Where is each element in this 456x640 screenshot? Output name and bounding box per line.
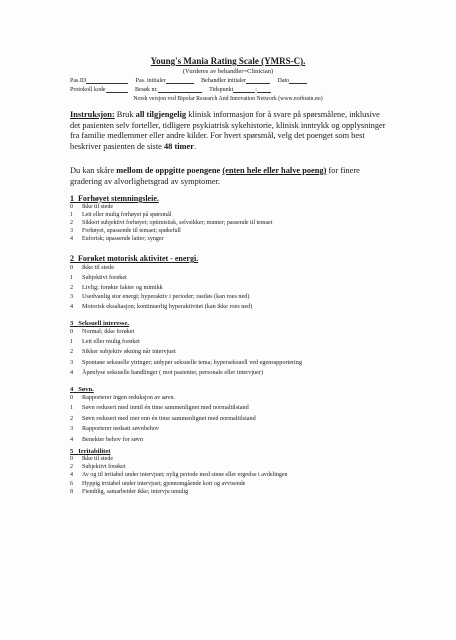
score-option	[70, 488, 390, 496]
score-option	[70, 273, 390, 283]
section-sexual-interest	[70, 320, 390, 378]
score-value: 2	[70, 414, 74, 422]
score-value: 3	[70, 293, 74, 301]
score-option	[70, 455, 390, 463]
score-option	[70, 368, 390, 378]
score-option	[70, 283, 390, 293]
score-option	[70, 203, 390, 211]
pasid-label: Pas.ID	[70, 78, 87, 84]
score-value: 1	[70, 404, 74, 412]
score-option	[70, 471, 390, 479]
score-value: 2	[70, 348, 74, 356]
section-irritability	[70, 448, 390, 496]
score-value: 4	[70, 435, 74, 443]
score-value: 4	[70, 303, 74, 311]
date-label: Dato	[277, 78, 290, 84]
score-option	[70, 263, 390, 273]
instructions-text-1: Bruk	[114, 110, 136, 119]
score-value: 0	[70, 394, 74, 401]
time-label: Tidspunkt	[209, 87, 234, 93]
score-value: 8	[70, 488, 73, 495]
score-option	[70, 327, 390, 337]
section-number: 4	[70, 386, 74, 393]
score-option	[70, 424, 390, 434]
initials-label: Pas. initialer	[135, 78, 166, 84]
visit-label: Besøk nr.	[135, 87, 158, 93]
score-description: Hyppig irritabel under intervjuet; gjennomgående kort og avvisende	[82, 480, 246, 487]
protocol-field	[70, 86, 128, 93]
score-list	[70, 263, 390, 312]
instructions-end: .	[193, 141, 197, 151]
score-description: Fiendtlig, samarbeider ikke; intervju umulig	[82, 488, 189, 495]
score-value: 3	[70, 425, 74, 433]
section-number: 1	[70, 194, 74, 203]
scoring-note-paragraph	[70, 166, 390, 187]
score-option	[70, 235, 390, 243]
section-number: 2	[70, 254, 74, 263]
patient-fields-row-1	[70, 77, 370, 84]
score-value: 3	[70, 228, 73, 234]
pasid-blank	[86, 77, 128, 84]
score-description: Ikke til stede	[82, 204, 113, 210]
date-field	[278, 77, 308, 84]
score-list	[70, 455, 390, 496]
network-note: Norsk versjon ved Bipolar Research And Innovation Network (www.norbrain.no)	[133, 96, 323, 102]
score-option	[70, 393, 390, 403]
score-value: 4	[70, 236, 73, 242]
section-heading	[70, 320, 390, 327]
instructions-label: Instruksjon:	[70, 110, 115, 119]
initials-field	[136, 77, 194, 84]
score-description: Subjektivt forøket	[82, 273, 127, 281]
section-title: Irritabilitet	[78, 448, 111, 455]
score-list	[70, 393, 390, 445]
section-heading	[70, 386, 390, 393]
instructions-bold: all tilgjengelig	[135, 110, 187, 119]
score-option	[70, 480, 390, 488]
score-option	[70, 337, 390, 347]
therapist-blank	[246, 77, 270, 84]
score-description: Forhøyet, upassende til temaet; spøkefull	[82, 228, 181, 234]
score-description: Benekter behov for søvn	[82, 435, 143, 443]
score-value: 2	[70, 464, 73, 471]
score-option	[70, 219, 390, 227]
score-description: Søvn redusert med inntil én time sammenlignet med normaltilstand	[82, 404, 249, 412]
score-value: 1	[70, 273, 74, 281]
initials-blank	[166, 77, 194, 84]
score-description: Ikke til stede	[82, 456, 113, 462]
score-description: Normal; ikke forøket	[82, 328, 135, 335]
score-value: 0	[70, 204, 73, 210]
score-option	[70, 414, 390, 424]
score-option	[70, 347, 390, 357]
score-option	[70, 292, 390, 302]
section-motor-activity	[70, 254, 390, 312]
time-blank-hours	[233, 86, 255, 93]
score-description: Motorisk eksaltasjon; kontinuerlig hyperaktivitet (kan ikke roes ned)	[82, 303, 253, 311]
score-option	[70, 435, 390, 445]
score-option	[70, 463, 390, 471]
score-value: 2	[70, 283, 74, 291]
section-title: Søvn.	[78, 386, 94, 393]
score-description: Lett eller mulig forhøyet på spørsmål	[82, 212, 172, 218]
score-option	[70, 302, 390, 312]
score-value: 3	[70, 358, 74, 366]
date-blank	[289, 77, 307, 84]
section-heading	[70, 448, 390, 455]
score-option	[70, 358, 390, 368]
instructions-hours: 48 timer	[163, 141, 194, 151]
score-description: Livlig; forøkte fakter og mimikk	[82, 283, 163, 291]
score-description: Euforisk; upassende latter; synger	[82, 236, 164, 242]
score-list	[70, 327, 390, 378]
note-bold: mellom de oppgitte poengene	[116, 166, 221, 175]
note-underlined: (enten hele eller halve poeng)	[222, 166, 327, 175]
score-value: 6	[70, 480, 73, 487]
score-description: Lett eller mulig forøket	[82, 338, 140, 346]
score-description: Søvn redusert med mer enn én time sammenlignet med normaltilstand	[82, 414, 256, 422]
note-text-1: Du kan skåre	[70, 166, 117, 175]
therapist-label: Behandler initialer	[201, 78, 246, 84]
pasid-field	[70, 77, 128, 84]
protocol-blank	[106, 86, 128, 93]
section-title: Forhøyet stemningsleie.	[78, 194, 159, 203]
score-value: 4	[70, 472, 73, 479]
section-heading	[70, 254, 390, 263]
document-title: Young's Mania Rating Scale (YMRS-C).	[150, 56, 306, 66]
time-colon: :	[255, 87, 257, 93]
visit-field	[135, 86, 202, 93]
score-description: Ikke til stede	[82, 264, 114, 271]
therapist-field	[201, 77, 270, 84]
score-option	[70, 227, 390, 235]
time-blank-minutes	[257, 86, 271, 93]
document-subtitle: (Vurderes av behandler=Clinician)	[182, 68, 274, 75]
note-text-3: for finere gradering av alvorlighetsgrad av symptomer.	[70, 166, 360, 186]
score-description: Sikkert subjektivt forhøyet; optimistisk, selvsikker; munter; passende til temaet	[82, 220, 273, 226]
section-number: 3	[70, 320, 74, 327]
protocol-label: Protokoll kode	[70, 87, 106, 93]
section-number: 5	[70, 448, 74, 455]
score-value: 0	[70, 328, 74, 335]
score-description: Rapporterer ingen reduksjon av søvn.	[82, 394, 175, 401]
score-description: Usedvanlig stor energi; hyperaktiv i perioder; rastløs (kan roes ned)	[82, 293, 250, 301]
score-option	[70, 403, 390, 413]
instructions-paragraph	[70, 110, 390, 152]
score-value: 1	[70, 212, 73, 218]
time-field	[209, 86, 271, 93]
score-description: Rapporterer nedsatt søvnbehov	[82, 425, 159, 433]
section-title: Seksuell interesse.	[78, 320, 130, 327]
score-description: Av og til irritabel under intervjuet; nylig periode med sinne eller ergrelse i avdelingen	[82, 472, 288, 479]
score-list	[70, 203, 390, 243]
section-title: Forøket motorisk aktivitet - energi.	[78, 254, 199, 263]
patient-fields-row-2	[70, 86, 370, 93]
score-description: Spontane seksuelle ytringer; utdyper seksuelle tema; hyperseksuell ved egenrapportering	[82, 358, 302, 366]
score-value: 2	[70, 220, 73, 226]
score-option	[70, 211, 390, 219]
section-sleep	[70, 386, 390, 445]
score-value: 0	[70, 264, 74, 271]
score-description: Subjektivt forøket	[82, 464, 126, 471]
score-description: Sikker subjektiv økning når intervjuet	[82, 348, 176, 356]
score-value: 1	[70, 338, 74, 346]
score-value: 0	[70, 456, 73, 462]
score-description: Åpenlyse seksuelle handlinger ( mot pasienter, personale eller intervjuer)	[82, 368, 264, 376]
section-heading	[70, 194, 390, 203]
visit-blank	[158, 86, 202, 93]
score-value: 4	[70, 368, 74, 376]
section-elevated-mood	[70, 194, 390, 243]
instructions-text-2: klinisk informasjon for å svare på spørsmålene, inklusive det pasienten selv forteller, tidligere psykiatrisk sykehistorie, klinisk inntrykk og opplysninger fra familie medlemmer eller andre kilder. For hvert spørsmål, velg det poenget som best beskriver pasienten de siste	[70, 110, 386, 151]
